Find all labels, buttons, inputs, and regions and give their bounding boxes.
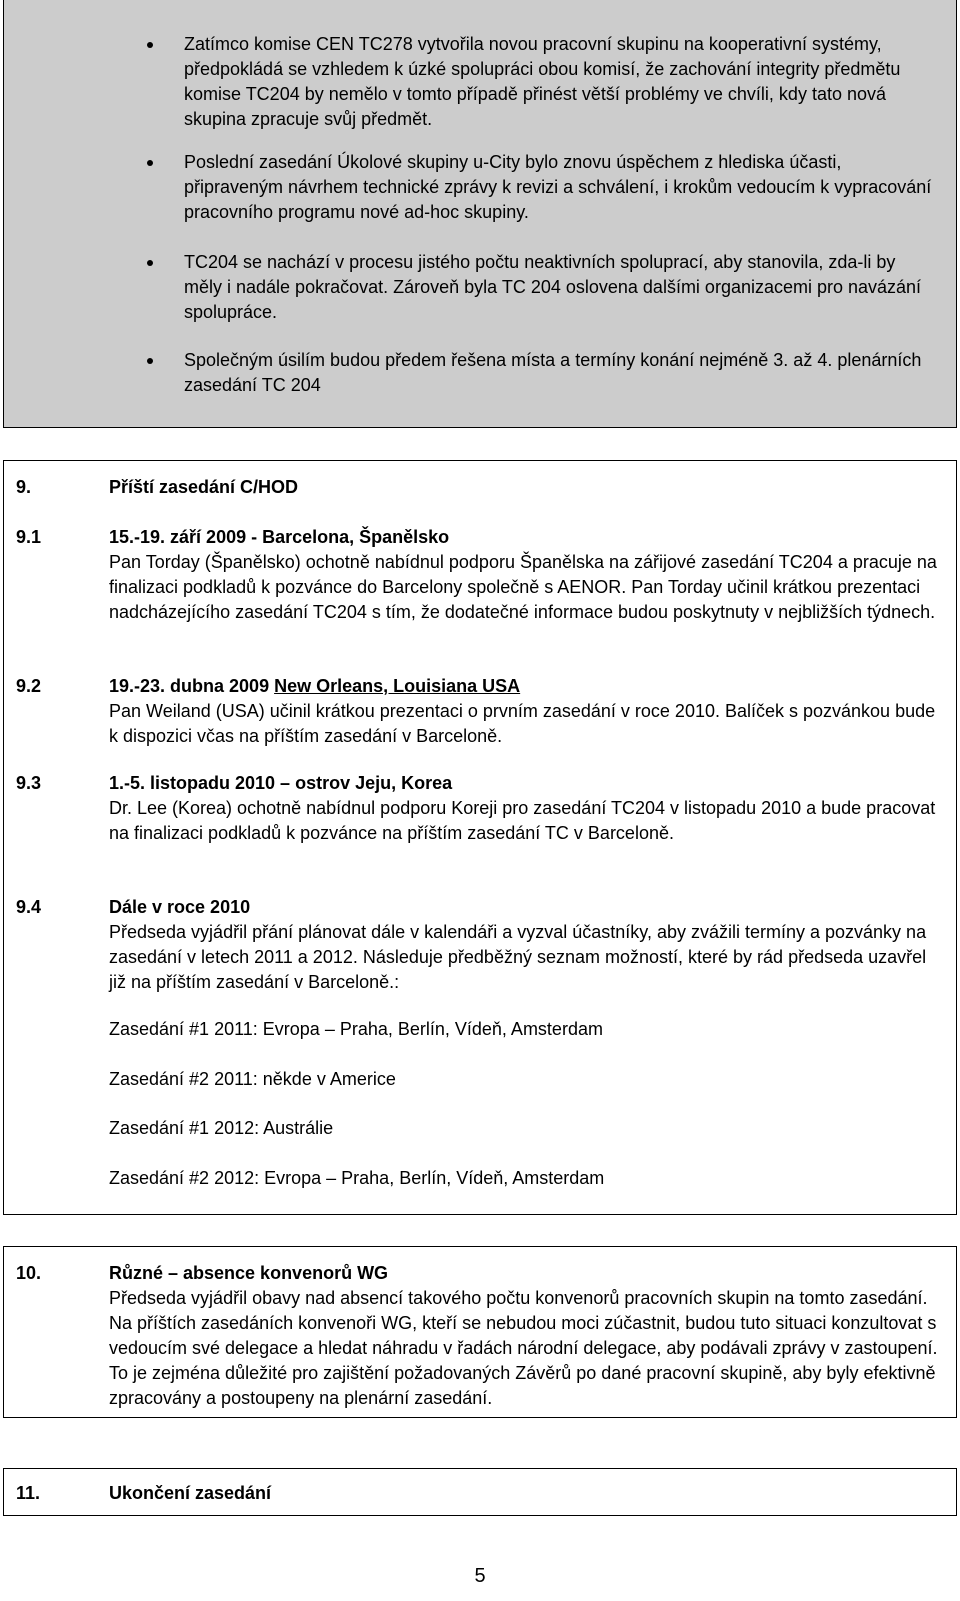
- meeting-item: Zasedání #2 2012: Evropa – Praha, Berlín, Vídeň, Amsterdam: [109, 1168, 605, 1188]
- item-text: Dr. Lee (Korea) ochotně nabídnul podporu Koreji pro zasedání TC204 v listopadu 2010 a bude pracovat na finalizaci podkladů k pozvánce na příštím zasedání TC v Barceloně.: [109, 798, 936, 843]
- section-title: Různé – absence konvenorů WG: [109, 1263, 389, 1283]
- bullet-dot-icon: [147, 42, 153, 48]
- item-number: 9.4: [16, 897, 42, 917]
- item-text: Pan Torday (Španělsko) ochotně nabídnul podporu Španělska na zářijové zasedání TC204 a pracuje na finalizaci podkladů k pozvánce do Barcelony společně s AENOR. Pan Torday učinil krátkou prezentaci nadcházejícího zasedání TC204 s tím, že dodatečné informace budou poskytnuty v nejbližších týdnech.: [109, 552, 937, 622]
- item-9-3: [109, 771, 939, 846]
- section-9-box: [3, 460, 957, 1215]
- bullet-text: Zatímco komise CEN TC278 vytvořila novou pracovní skupinu na kooperativní systémy, předpokládá se vzhledem k úzké spolupráci obou komisí, že zachování integrity předmětu komise TC204 by nemělo v tomto případě přinést větší problémy ve chvíli, kdy tato nová skupina zpracuje svůj předmět.: [184, 34, 901, 129]
- item-number: 9.3: [16, 773, 42, 793]
- meeting-item: Zasedání #1 2011: Evropa – Praha, Berlín, Vídeň, Amsterdam: [109, 1019, 603, 1039]
- section-10-content: [109, 1261, 939, 1411]
- bullet-text: Poslední zasedání Úkolové skupiny u-City bylo znovu úspěchem z hlediska účasti, připraveným návrhem technické zprávy k revizi a schválení, i krokům vedoucím k vypracování pracovního programu nové ad-hoc skupiny.: [184, 152, 932, 222]
- item-heading: [109, 674, 939, 699]
- meeting-item: Zasedání #2 2011: někde v Americe: [109, 1069, 396, 1089]
- item-heading: 15.-19. září 2009 - Barcelona, Španělsko: [109, 527, 450, 547]
- bullet-dot-icon: [147, 358, 153, 364]
- section-number: 10.: [16, 1263, 42, 1283]
- item-9-2: [109, 674, 939, 749]
- bullet-item: [184, 150, 936, 225]
- section-number: 11.: [16, 1483, 41, 1503]
- bullet-text: TC204 se nachází v procesu jistého počtu neaktivních spoluprací, aby stanovila, zda-li by měly i nadále pokračovat. Zároveň byla TC 204 oslovena dalšími organizacemi pro navázání spolupráce.: [184, 252, 922, 322]
- bullet-item: [184, 32, 936, 132]
- bullet-item: [184, 348, 936, 398]
- section-11-box: [3, 1468, 957, 1516]
- item-text: Předseda vyjádřil přání plánovat dále v kalendáři a vyzval účastníky, aby zvážili termíny a pozvánky na zasedání v letech 2011 a 2012. Následuje předběžný seznam možností, které by rád předseda uzavřel již na příštím zasedání v Barceloně.:: [109, 922, 927, 992]
- section-text: Předseda vyjádřil obavy nad absencí takového počtu konvenorů pracovních skupin na tomto zasedání. Na příštích zasedáních konvenoři WG, kteří se nebudou moci zúčastnit, budou tuto situaci konzultovat s vedoucím své delegace a hledat náhradu v řadách národní delegace, aby podávali zprávy v zastoupení. To je zejména důležité pro zajištění požadovaných Závěrů po dané pracovní skupině, aby byly efektivně zpracovány a postoupeny na plenární zasedání.: [109, 1288, 938, 1408]
- item-text: Pan Weiland (USA) učinil krátkou prezentaci o prvním zasedání v roce 2010. Balíček s pozvánkou bude k dispozici včas na příštím zasedání v Barceloně.: [109, 701, 936, 746]
- item-9-1: [109, 525, 939, 625]
- bullet-item: [184, 250, 936, 325]
- item-heading-date: 19.-23. dubna 2009: [109, 676, 275, 696]
- bullet-text: Společným úsilím budou předem řešena místa a termíny konání nejméně 3. až 4. plenárních zasedání TC 204: [184, 350, 922, 395]
- section-10-box: [3, 1246, 957, 1418]
- bullet-dot-icon: [147, 160, 153, 166]
- item-heading: 1.-5. listopadu 2010 – ostrov Jeju, Korea: [109, 773, 453, 793]
- section-title: Příští zasedání C/HOD: [109, 477, 299, 497]
- item-number: 9.1: [16, 527, 42, 547]
- bullet-dot-icon: [147, 260, 153, 266]
- item-number: 9.2: [16, 676, 42, 696]
- page-number: 5: [474, 1565, 486, 1587]
- item-9-4: [109, 895, 939, 995]
- item-heading-location: New Orleans, Louisiana USA: [274, 676, 521, 696]
- meeting-item: Zasedání #1 2012: Austrálie: [109, 1118, 334, 1138]
- summary-box: [3, 0, 957, 428]
- item-heading: Dále v roce 2010: [109, 897, 251, 917]
- section-title: Ukončení zasedání: [109, 1483, 272, 1503]
- section-number: 9.: [16, 477, 32, 497]
